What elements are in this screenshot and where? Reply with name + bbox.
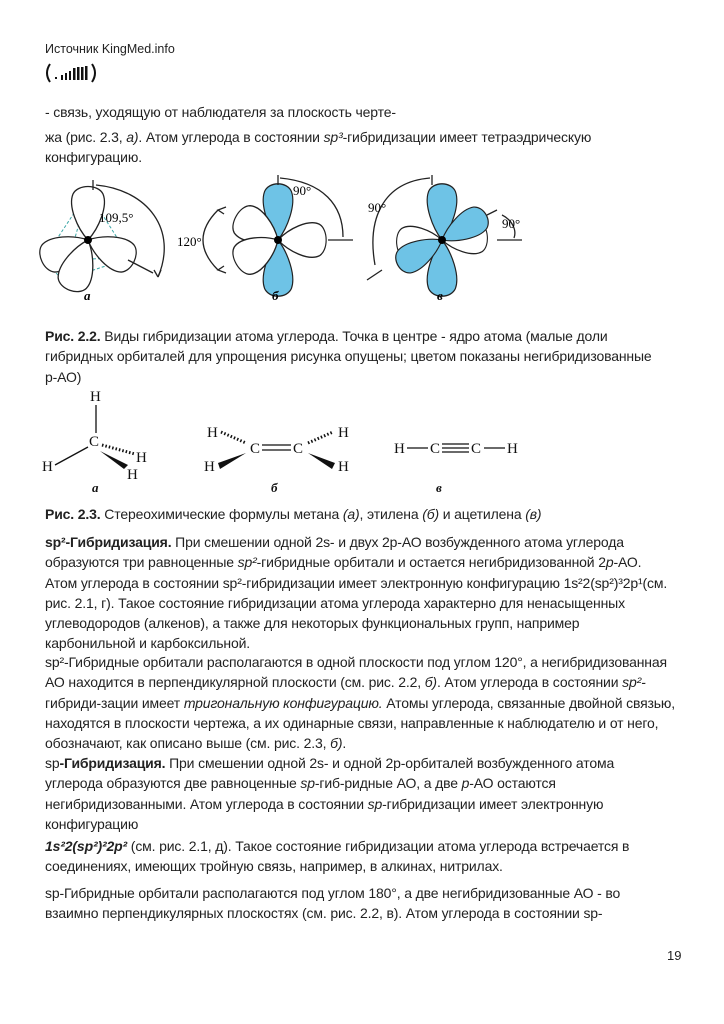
text-line: [45, 713, 675, 733]
methane-formula: [42, 389, 147, 495]
bold-text: Рис. 2.2.: [45, 328, 101, 344]
bold-text: Рис. 2.3.: [45, 506, 101, 522]
text-line: [45, 127, 591, 147]
text-line: [45, 532, 667, 552]
text-segment: Виды гибридизации атома углерода. Точка в центре - ядро атома (малые доли: [100, 328, 608, 344]
text-line: [45, 367, 652, 387]
italic-text: sp³: [323, 129, 343, 145]
text-segment: .: [342, 735, 347, 752]
text-line: [45, 672, 675, 692]
atom-c: C: [250, 441, 261, 457]
text-segment: . Атом углерода в состоянии: [436, 674, 623, 691]
italic-text: р: [605, 554, 614, 571]
text-segment: Атом углерода в состоянии sp²-гибридизации имеет электронную конфигурацию 1s²2(sp²)³2p¹(см.: [45, 574, 668, 591]
atom-h: H: [338, 425, 349, 441]
text-segment: Стереохимические формулы метана: [100, 506, 343, 522]
atom-h: H: [338, 459, 349, 475]
italic-text: (б): [422, 506, 439, 522]
italic-text: тригональную конфигурацию.: [183, 694, 383, 711]
atom-h: H: [127, 467, 138, 483]
text-line: [45, 753, 614, 773]
text-line: [45, 504, 541, 524]
atom-h: H: [90, 389, 101, 405]
text-segment: находятся в плоскости чертежа, а их одинарные связи, направленные к наблюдателю и от него,: [45, 714, 659, 731]
text-segment: sp-Гибридные орбитали располагаются под углом 180°, а две негибридизованные АО - во: [45, 885, 621, 901]
text-segment: . Атом углерода в состоянии: [138, 129, 324, 145]
text-segment: конфигурацию: [45, 815, 139, 832]
text-line: [45, 794, 614, 814]
atom-c: C: [430, 441, 441, 457]
figure-label-b: б: [272, 288, 279, 303]
text-line: [45, 903, 620, 923]
text-line: [45, 883, 620, 903]
text-segment: и ацетилена: [439, 506, 526, 522]
text-segment: -гибридизации имеет электронную: [382, 795, 604, 812]
text-segment: -АО остаются: [469, 775, 556, 792]
text-segment: р-АО): [45, 368, 82, 385]
text-line: [45, 573, 667, 593]
orbital-sp: [367, 175, 522, 296]
text-segment: sp: [45, 755, 60, 771]
text-line: [45, 326, 652, 346]
text-segment: АО находится в перпендикулярной плоскости (см. рис. 2.2,: [45, 674, 425, 691]
text-line: [45, 733, 675, 753]
paragraph-sp-orbitals: [45, 883, 620, 924]
text-line: [45, 693, 675, 713]
orbital-sp2: [203, 175, 353, 296]
angle-label: 120°: [177, 234, 202, 249]
paragraph-sp2: [45, 532, 667, 654]
text-line: [45, 773, 614, 793]
text-line: [45, 856, 629, 876]
atom-c: C: [89, 434, 100, 450]
atom-h: H: [204, 459, 215, 475]
text-segment: sp²-Гибридные орбитали располагаются в одной плоскости под углом 120°, а негибридизованная: [45, 654, 667, 670]
atom-h: H: [136, 450, 147, 466]
bold-text: sp²-Гибридизация.: [45, 534, 172, 550]
figure-2-2-caption: [45, 326, 652, 387]
italic-text: б): [330, 735, 343, 752]
italic-text: б): [424, 674, 437, 691]
figure-label-a: а: [84, 288, 91, 303]
paragraph-sp2-orbitals: [45, 652, 675, 753]
text-segment: обозначают, как описано выше (см. рис. 2.3,: [45, 735, 331, 752]
text-segment: При смешении одной 2s- и двух 2р-АО возбужденного атома углерода: [171, 534, 624, 550]
paragraph-sp-config: [45, 836, 629, 877]
atom-c: C: [293, 441, 304, 457]
figure-2-2: [0, 170, 560, 315]
source-label: Источник KingMed.info: [45, 42, 175, 56]
acetylene-formula: [394, 441, 518, 495]
angle-label: 90°: [502, 216, 521, 231]
text-line: [45, 613, 667, 633]
text-segment: гибридных орбиталей для упрощения рисунка опущены; цветом показаны негибридизованные: [45, 348, 652, 365]
atom-h: H: [42, 459, 53, 475]
text-segment: углеводородов (алкенов), а также для некоторых функциональных групп, например: [45, 615, 580, 632]
text-segment: -гибридные орбитали и остается негибридизованной 2: [256, 554, 606, 571]
italic-text: р: [461, 775, 470, 792]
text-segment: конфигурацию.: [45, 149, 142, 166]
text-segment: образуются три равноценные: [45, 554, 238, 571]
angle-label: 90°: [293, 183, 312, 198]
text-segment: негибридизованными. Атом углерода в состоянии: [45, 795, 368, 812]
text-segment: - связь, уходящую от наблюдателя за плоскость черте-: [45, 104, 396, 120]
italic-text: sp: [367, 795, 383, 812]
text-segment: углерода образуются две равноценные: [45, 775, 301, 792]
text-line: [45, 652, 675, 672]
atom-h: H: [207, 425, 218, 441]
text-line: [45, 147, 591, 167]
italic-text: (а): [342, 506, 360, 522]
paragraph-sp: [45, 753, 614, 834]
italic-text: sp: [300, 775, 315, 792]
text-segment: -гиб-ридные АО, а две: [314, 775, 462, 792]
ethylene-formula: [204, 425, 349, 495]
atom-h: H: [507, 441, 518, 457]
italic-text: (в): [525, 506, 542, 522]
atom-h: H: [394, 441, 405, 457]
figure-label-v: в: [437, 288, 443, 303]
text-intro-1: [45, 102, 396, 122]
text-line: [45, 633, 667, 653]
text-line: [45, 814, 614, 834]
text-segment: соединениях, имеющих тройную связь, например, в алкинах, нитрилах.: [45, 858, 503, 875]
orbital-sp3: [35, 180, 183, 315]
page-number: 19: [667, 948, 682, 963]
bold-text: 1s²2(sp²)²2p²: [45, 838, 128, 854]
text-segment: , этилена: [359, 506, 423, 522]
italic-text: sp²: [237, 554, 257, 571]
italic-text: sp²-: [622, 674, 646, 691]
text-segment: карбонильной и карбоксильной.: [45, 635, 251, 652]
text-segment: При смешении одной 2s- и одной 2р-орбиталей возбужденного атома: [165, 755, 615, 771]
text-segment: Атомы углерода, связанные двойной связью,: [382, 694, 676, 711]
figure-label-v: в: [436, 480, 442, 495]
text-segment: жа (рис. 2.3,: [45, 129, 127, 145]
text-line: [45, 102, 396, 122]
atom-c: C: [471, 441, 482, 457]
text-segment: гибриди-зации имеет: [45, 694, 184, 711]
text-segment: -АО.: [613, 554, 642, 571]
text-line: [45, 593, 667, 613]
text-segment: (см. рис. 2.1, д). Такое состояние гибридизации атома углерода встречается в: [127, 838, 630, 854]
text-line: [45, 836, 629, 856]
text-segment: взаимно перпендикулярных плоскостях (см. рис. 2.2, в). Атом углерода в состоянии sp-: [45, 905, 603, 922]
bold-text: -Гибридизация.: [59, 755, 166, 771]
text-segment: рис. 2.1, г). Такое состояние гибридизации атома углерода характерно для ненасыщенных: [45, 594, 625, 611]
text-segment: -гибридизации имеет тетраэдрическую: [342, 129, 592, 145]
figure-2-3-caption: [45, 504, 541, 524]
figure-label-a: а: [92, 480, 99, 495]
figure-2-3: [0, 385, 600, 495]
angle-label: 90°: [368, 200, 387, 215]
angle-label: 109,5°: [99, 210, 134, 225]
italic-text: а): [126, 129, 139, 145]
figure-label-b: б: [271, 480, 278, 495]
logo-icon: [44, 62, 104, 84]
text-line: [45, 552, 667, 572]
text-intro-2: [45, 127, 591, 168]
text-line: [45, 346, 652, 366]
